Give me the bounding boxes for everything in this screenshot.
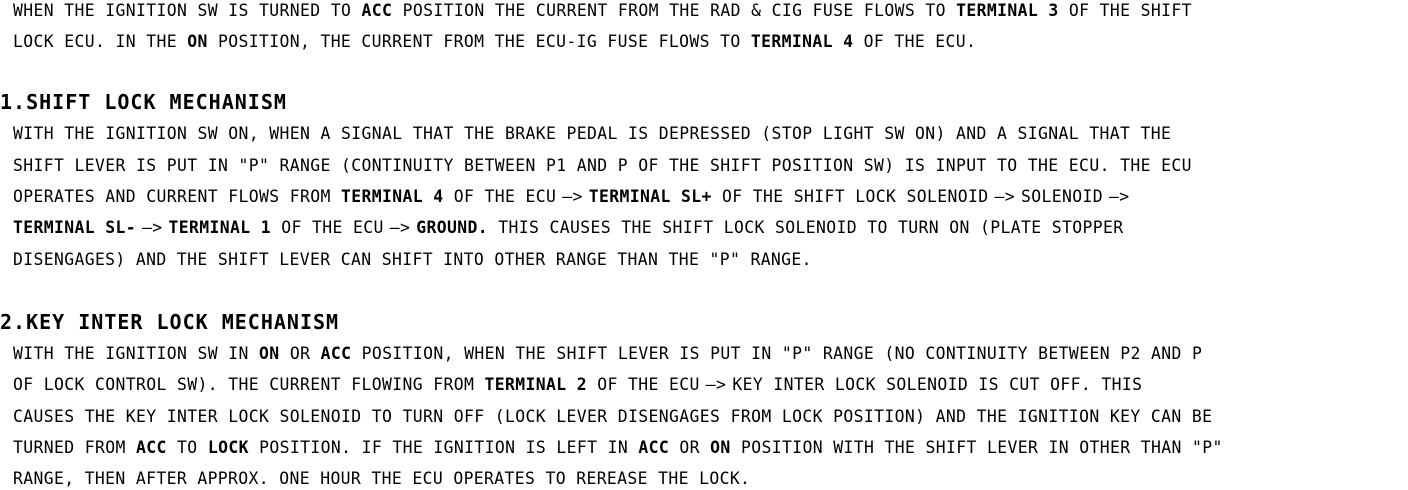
s1-bold-terminal-sl-plus: TERMINAL SL+: [588, 187, 712, 206]
section-1-line-3: [13, 186, 1408, 208]
s1-text: OF THE ECU: [271, 218, 384, 237]
intro-bold-on: ON: [187, 32, 208, 51]
s1-text: OF THE ECU: [443, 187, 557, 206]
right-arrow-icon: —>: [994, 187, 1015, 206]
intro-text: WHEN THE IGNITION SW IS TURNED TO: [13, 1, 362, 20]
intro-text: POSITION THE CURRENT FROM THE RAD & CIG FUSE FLOWS TO: [392, 1, 957, 20]
s1-bold-terminal-4: TERMINAL 4: [341, 187, 444, 206]
intro-bold-acc: ACC: [361, 1, 393, 20]
s1-text: OF THE SHIFT LOCK SOLENOID: [711, 187, 989, 206]
intro-bold-terminal-4: TERMINAL 4: [750, 32, 854, 51]
section-2-line-1: [13, 343, 1408, 365]
s2-bold-lock: LOCK: [207, 438, 249, 457]
s2-text: OF LOCK CONTROL SW). THE CURRENT FLOWING FROM: [13, 375, 485, 394]
section-1-line-4: [13, 217, 1408, 239]
intro-text: OF THE SHIFT: [1058, 1, 1192, 20]
s2-text: OF THE ECU: [587, 375, 700, 394]
s2-bold-terminal-2: TERMINAL 2: [484, 375, 588, 394]
s2-bold-acc: ACC: [320, 344, 352, 363]
s2-bold-on: ON: [259, 344, 280, 363]
s2-text: TO: [166, 438, 208, 457]
s2-text: TURNED FROM: [13, 438, 137, 457]
s2-text: POSITION, WHEN THE SHIFT LEVER IS PUT IN "P" RANGE (NO CONTINUITY BETWEEN P2 AND P: [351, 344, 1203, 363]
s1-text: SOLENOID: [1021, 187, 1103, 206]
section-2-line-4: [13, 437, 1408, 459]
s1-bold-ground: GROUND.: [416, 218, 488, 237]
s2-bold-acc: ACC: [136, 438, 167, 457]
right-arrow-icon: —>: [142, 218, 163, 237]
intro-text: LOCK ECU. IN THE: [13, 32, 188, 51]
section-1-line-1: WITH THE IGNITION SW ON, WHEN A SIGNAL THAT THE BRAKE PEDAL IS DEPRESSED (STOP LIGHT SW ON) AND A SIGNAL THAT THE: [13, 124, 1172, 143]
section-2-line-3: CAUSES THE KEY INTER LOCK SOLENOID TO TURN OFF (LOCK LEVER DISENGAGES FROM LOCK POSITION) AND THE IGNITION KEY CAN BE: [13, 407, 1213, 426]
intro-line-2: [13, 31, 1408, 53]
s2-text: WITH THE IGNITION SW IN: [13, 344, 260, 363]
right-arrow-icon: —>: [705, 375, 727, 394]
s2-text: OR: [669, 438, 711, 457]
right-arrow-icon: —>: [1109, 187, 1130, 206]
s2-text: POSITION. IF THE IGNITION IS LEFT IN: [248, 438, 639, 457]
section-1-line-2: SHIFT LEVER IS PUT IN "P" RANGE (CONTINUITY BETWEEN P1 AND P OF THE SHIFT POSITION SW) IS INPUT TO THE ECU. THE ECU: [13, 156, 1192, 175]
right-arrow-icon: —>: [562, 187, 583, 206]
section-2-heading: 2.KEY INTER LOCK MECHANISM: [0, 310, 340, 334]
s1-bold-terminal-sl-minus: TERMINAL SL-: [13, 218, 136, 237]
intro-line-1: [13, 0, 1408, 22]
s1-text: THIS CAUSES THE SHIFT LOCK SOLENOID TO TURN ON (PLATE STOPPER: [488, 218, 1124, 237]
section-1-heading: 1.SHIFT LOCK MECHANISM: [0, 90, 287, 114]
s2-bold-acc: ACC: [638, 438, 670, 457]
section-2-line-5: RANGE, THEN AFTER APPROX. ONE HOUR THE ECU OPERATES TO REREASE THE LOCK.: [13, 469, 751, 488]
s2-text: OR: [279, 344, 321, 363]
s2-bold-on: ON: [710, 438, 731, 457]
intro-text: POSITION, THE CURRENT FROM THE ECU-IG FUSE FLOWS TO: [207, 32, 751, 51]
intro-bold-terminal-3: TERMINAL 3: [956, 1, 1059, 20]
section-1-line-5: DISENGAGES) AND THE SHIFT LEVER CAN SHIFT INTO OTHER RANGE THAN THE "P" RANGE.: [13, 250, 812, 269]
section-2-line-2: [13, 374, 1408, 396]
s2-text: POSITION WITH THE SHIFT LEVER IN OTHER THAN "P": [730, 438, 1223, 457]
intro-text: OF THE ECU.: [853, 32, 977, 51]
s2-text: KEY INTER LOCK SOLENOID IS CUT OFF. THIS: [732, 375, 1143, 394]
right-arrow-icon: —>: [389, 218, 411, 237]
s1-bold-terminal-1: TERMINAL 1: [168, 218, 271, 237]
s1-text: OPERATES AND CURRENT FLOWS FROM: [13, 187, 341, 206]
